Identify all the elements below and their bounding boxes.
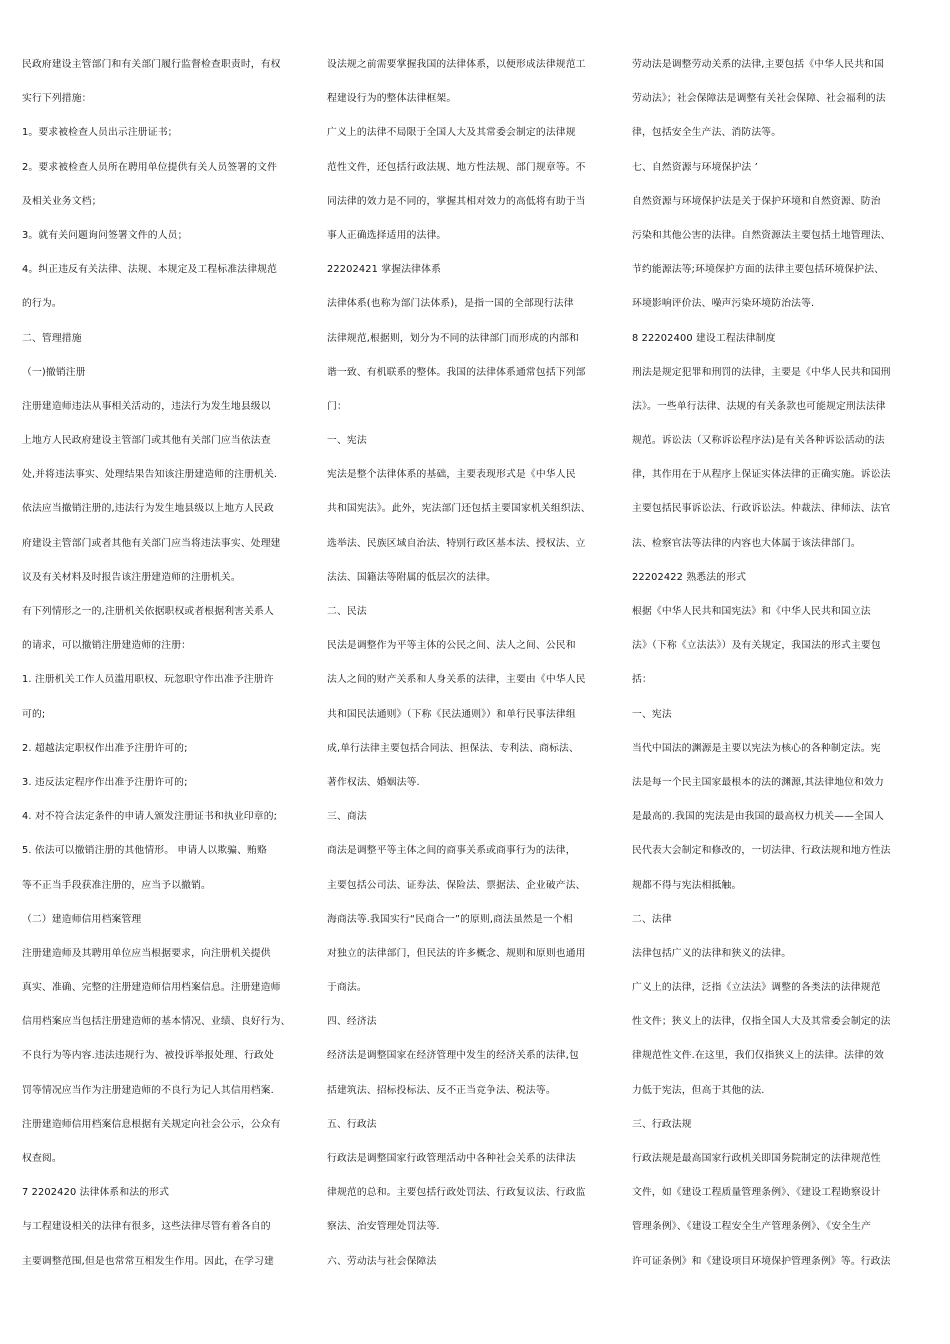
text-line: 于商法。: [327, 982, 367, 994]
text-line: 2. 超越法定职权作出准予注册许可的;: [22, 742, 188, 754]
text-line: 著作权法、婚姻法等.: [327, 776, 420, 788]
text-line: 及相关业务文档；: [22, 195, 102, 207]
text-line: 法法、国籍法等附属的低层次的法律。: [327, 571, 497, 583]
text-line: 3。就有关问题询问签署文件的人员；: [22, 229, 188, 241]
text-line: 4. 对不符合法定条件的申请人颁发注册证书和执业印章的;: [22, 811, 278, 823]
text-line: 自然资源与环境保护法是关于保护环境和自然资源、防治: [632, 195, 881, 207]
text-line: 许可证条例》和《建设项目环境保护管理条例》等。行政法: [632, 1255, 891, 1267]
text-line: 实行下列措施：: [22, 93, 92, 105]
text-line: 力低于宪法，但高于其他的法.: [632, 1084, 765, 1096]
text-line: 是最高的.我国的宪法是由我国的最高权力机关——全国人: [632, 811, 884, 823]
text-line: 7 2202420 法律体系和法的形式: [22, 1187, 170, 1199]
text-line: 范性文件，还包括行政法规、地方性法规、部门规章等。不: [327, 161, 586, 173]
text-line: 四、经济法: [327, 1016, 377, 1028]
text-line: 一、宪法: [632, 708, 672, 720]
text-line: 规范。诉讼法（又称诉讼程序法)是有关各种诉讼活动的法: [632, 435, 885, 447]
text-line: 律，包括安全生产法、消防法等。: [632, 127, 782, 139]
text-line: 民政府建设主管部门和有关部门履行监督检查职责时，有权: [22, 59, 281, 70]
text-line: 法、检察官法等法律的内容也大体属于该法律部门。: [632, 537, 861, 549]
text-line: 8 22202400 建设工程法律制度: [632, 332, 776, 344]
text-line: 商法是调整平等主体之间的商事关系或商事行为的法律，: [327, 845, 576, 857]
text-line: 污染和其他公害的法律。自然资源法主要包括土地管理法、: [632, 229, 891, 241]
text-line: （二）建造师信用档案管理: [22, 913, 142, 925]
text-line: 当代中国法的渊源是主要以宪法为核心的各种制定法。宪: [632, 742, 881, 754]
text-line: 刑法是规定犯罪和刑罚的法律，主要是《中华人民共和国刑: [632, 366, 891, 378]
text-line: 选举法、民族区域自治法、特别行政区基本法、授权法、立: [327, 537, 586, 549]
text-line: 括建筑法、招标投标法、反不正当竞争法、税法等。: [327, 1084, 556, 1096]
text-column-1: [22, 48, 298, 1279]
text-line: 三、商法: [327, 811, 367, 823]
text-line: 文件，如《建设工程质量管理条例》、《建设工程勘察设计: [632, 1187, 881, 1199]
text-line: 4。纠正违反有关法律、法规、本规定及工程标准法律规范: [22, 264, 278, 276]
text-line: 真实、准确、完整的注册建造师信用档案信息。注册建造师: [22, 982, 281, 994]
text-line: 等不正当手段获准注册的，应当予以撤销。: [22, 879, 211, 891]
text-line: 二、法律: [632, 913, 672, 925]
text-line: 环境影响评价法、噪声污染环境防治法等.: [632, 298, 815, 310]
text-line: 依法应当撤销注册的,违法行为发生地县级以上地方人民政: [22, 503, 274, 515]
text-line: 律规范的总和。主要包括行政处罚法、行政复议法、行政监: [327, 1187, 586, 1199]
text-line: 门：: [327, 400, 347, 412]
text-line: 劳动法是调整劳动关系的法律,主要包括《中华人民共和国: [632, 59, 884, 70]
text-line: 同法律的效力是不同的，掌握其相对效力的高低将有助于当: [327, 195, 586, 207]
text-line: 法》（下称《立法法》）及有关规定，我国法的形式主要包: [632, 640, 881, 652]
text-line: 规都不得与宪法相抵触。: [632, 879, 742, 891]
text-line: 处,并将违法事实、处理结果告知该注册建造师的注册机关.: [22, 469, 278, 481]
text-line: 成,单行法律主要包括合同法、担保法、专利法、商标法、: [327, 742, 579, 754]
text-line: 行政法是调整国家行政管理活动中各种社会关系的法律法: [327, 1153, 576, 1164]
text-line: 对独立的法律部门，但民法的许多概念、规则和原则也通用: [327, 947, 586, 959]
text-line: 可的;: [22, 708, 46, 720]
text-line: 一、宪法: [327, 435, 367, 447]
text-line: 法》。一些单行法律、法规的有关条款也可能规定刑法法律: [632, 400, 886, 412]
text-column-2: [327, 48, 603, 1279]
text-line: 主要包括公司法、证券法、保险法、票据法、企业破产法、: [327, 879, 586, 891]
text-line: 设法规之前需要掌握我国的法律体系，以便形成法律规范工: [327, 59, 586, 70]
text-line: 府建设主管部门或者其他有关部门应当将违法事实、处理建: [22, 537, 281, 549]
text-line: 二、管理措施: [22, 332, 82, 344]
text-line: 议及有关材料及时报告该注册建造师的注册机关。: [22, 571, 241, 583]
text-column-3: [632, 48, 908, 1279]
text-line: 共和国民法通则》（下称《民法通则》）和单行民事法律组: [327, 708, 576, 720]
text-line: 主要包括民事诉讼法、行政诉讼法。仲裁法、律师法、法官: [632, 503, 891, 515]
text-line: 22202421 掌握法律体系: [327, 264, 442, 276]
text-line: 三、行政法规: [632, 1118, 692, 1130]
text-line: 事人正确选择适用的法律。: [327, 229, 447, 241]
text-line: 民代表大会制定和修改的，一切法律、行政法规和地方性法: [632, 845, 891, 857]
text-line: 的请求，可以撤销注册建造师的注册：: [22, 640, 192, 652]
text-line: 察法、治安管理处罚法等.: [327, 1221, 440, 1233]
text-line: 法律包括广义的法律和狭义的法律。: [632, 947, 792, 959]
text-line: 民法是调整作为平等主体的公民之间、法人之间、公民和: [327, 640, 576, 652]
text-line: 罚等情况应当作为注册建造师的不良行为记人其信用档案.: [22, 1084, 274, 1096]
text-line: 2。要求被检查人员所在聘用单位提供有关人员签署的文件: [22, 161, 278, 173]
text-line: 法律规范,根据则，划分为不同的法律部门而形成的内部和: [327, 332, 579, 344]
text-line: 管理条例》、《建设工程安全生产管理条例》、《安全生产: [632, 1221, 872, 1233]
text-line: 主要调整范围,但是也常常互相发生作用。因此，在学习建: [22, 1255, 274, 1267]
text-line: 共和国宪法》。此外，宪法部门还包括主要国家机关组织法、: [327, 503, 591, 515]
text-line: 法律体系(也称为部门法体系)，是指一国的全部现行法律: [327, 298, 574, 310]
text-line: 行政法规是最高国家行政机关即国务院制定的法律规范性: [632, 1153, 881, 1164]
text-line: 性文件；狭义上的法律，仅指全国人大及其常委会制定的法: [632, 1016, 891, 1028]
text-line: 注册建造师及其聘用单位应当根据要求，向注册机关提供: [22, 947, 271, 959]
text-line: 5. 依法可以撤销注册的其他情形。 申请人以欺骗、贿赂: [22, 845, 267, 857]
text-line: 海商法等.我国实行“民商合一”的原则,商法虽然是一个相: [327, 913, 573, 925]
text-line: 法是每一个民主国家最根本的法的渊源,其法律地位和效力: [632, 776, 884, 788]
text-line: 广义上的法律不局限于全国人大及其常委会制定的法律规: [327, 127, 576, 139]
text-line: 3. 违反法定程序作出准予注册许可的;: [22, 776, 188, 788]
text-line: 括：: [632, 674, 652, 686]
text-line: 1。要求被检查人员出示注册证书；: [22, 127, 178, 139]
text-line: 权查阅。: [22, 1153, 62, 1164]
text-line: 宪法是整个法律体系的基础，主要表现形式是《中华人民: [327, 469, 576, 481]
text-line: 六、劳动法与社会保障法: [327, 1255, 437, 1267]
text-line: 注册建造师信用档案信息根据有关规定向社会公示，公众有: [22, 1118, 281, 1130]
text-line: 注册建造师违法从事相关活动的，违法行为发生地县级以: [22, 400, 271, 412]
text-line: 五、行政法: [327, 1118, 377, 1130]
text-line: 律规范性文件.在这里，我们仅指狭义上的法律。法律的效: [632, 1050, 884, 1062]
text-line: 七、自然资源与环境保护法 ’: [632, 161, 758, 173]
text-line: 上地方人民政府建设主管部门或其他有关部门应当依法查: [22, 435, 271, 447]
text-line: 律，其作用在于从程序上保证实体法律的正确实施。诉讼法: [632, 469, 891, 481]
text-line: 节约能源法等;环境保护方面的法律主要包括环境保护法、: [632, 264, 885, 276]
text-line: 根据《中华人民共和国宪法》和《中华人民共和国立法: [632, 606, 871, 617]
text-line: 有下列情形之一的,注册机关依据职权或者根据利害关系人: [22, 606, 274, 617]
text-line: 广义上的法律，泛指《立法法》调整的各类法的法律规范: [632, 982, 881, 994]
text-line: 谐一致、有机联系的整体。我国的法律体系通常包括下列部: [327, 366, 586, 378]
text-line: 程建设行为的整体法律框架。: [327, 93, 457, 105]
text-line: 22202422 熟悉法的形式: [632, 571, 747, 583]
text-line: 信用档案应当包括注册建造师的基本情况、业绩、良好行为、: [22, 1016, 291, 1028]
text-line: 1. 注册机关工作人员滥用职权、玩忽职守作出准予注册许: [22, 674, 274, 686]
text-line: 经济法是调整国家在经济管理中发生的经济关系的法律,包: [327, 1050, 579, 1062]
text-line: 劳动法》；社会保障法是调整有关社会保障、社会福利的法: [632, 93, 886, 105]
text-line: （一)撤销注册: [22, 366, 86, 378]
text-line: 与工程建设相关的法律有很多，这些法律尽管有着各自的: [22, 1221, 271, 1233]
text-line: 的行为。: [22, 298, 62, 310]
text-line: 法人之间的财产关系和人身关系的法律，主要由《中华人民: [327, 674, 586, 686]
text-line: 二、民法: [327, 606, 367, 617]
text-line: 不良行为等内容.违法违规行为、被投诉举报处理、行政处: [22, 1050, 274, 1062]
